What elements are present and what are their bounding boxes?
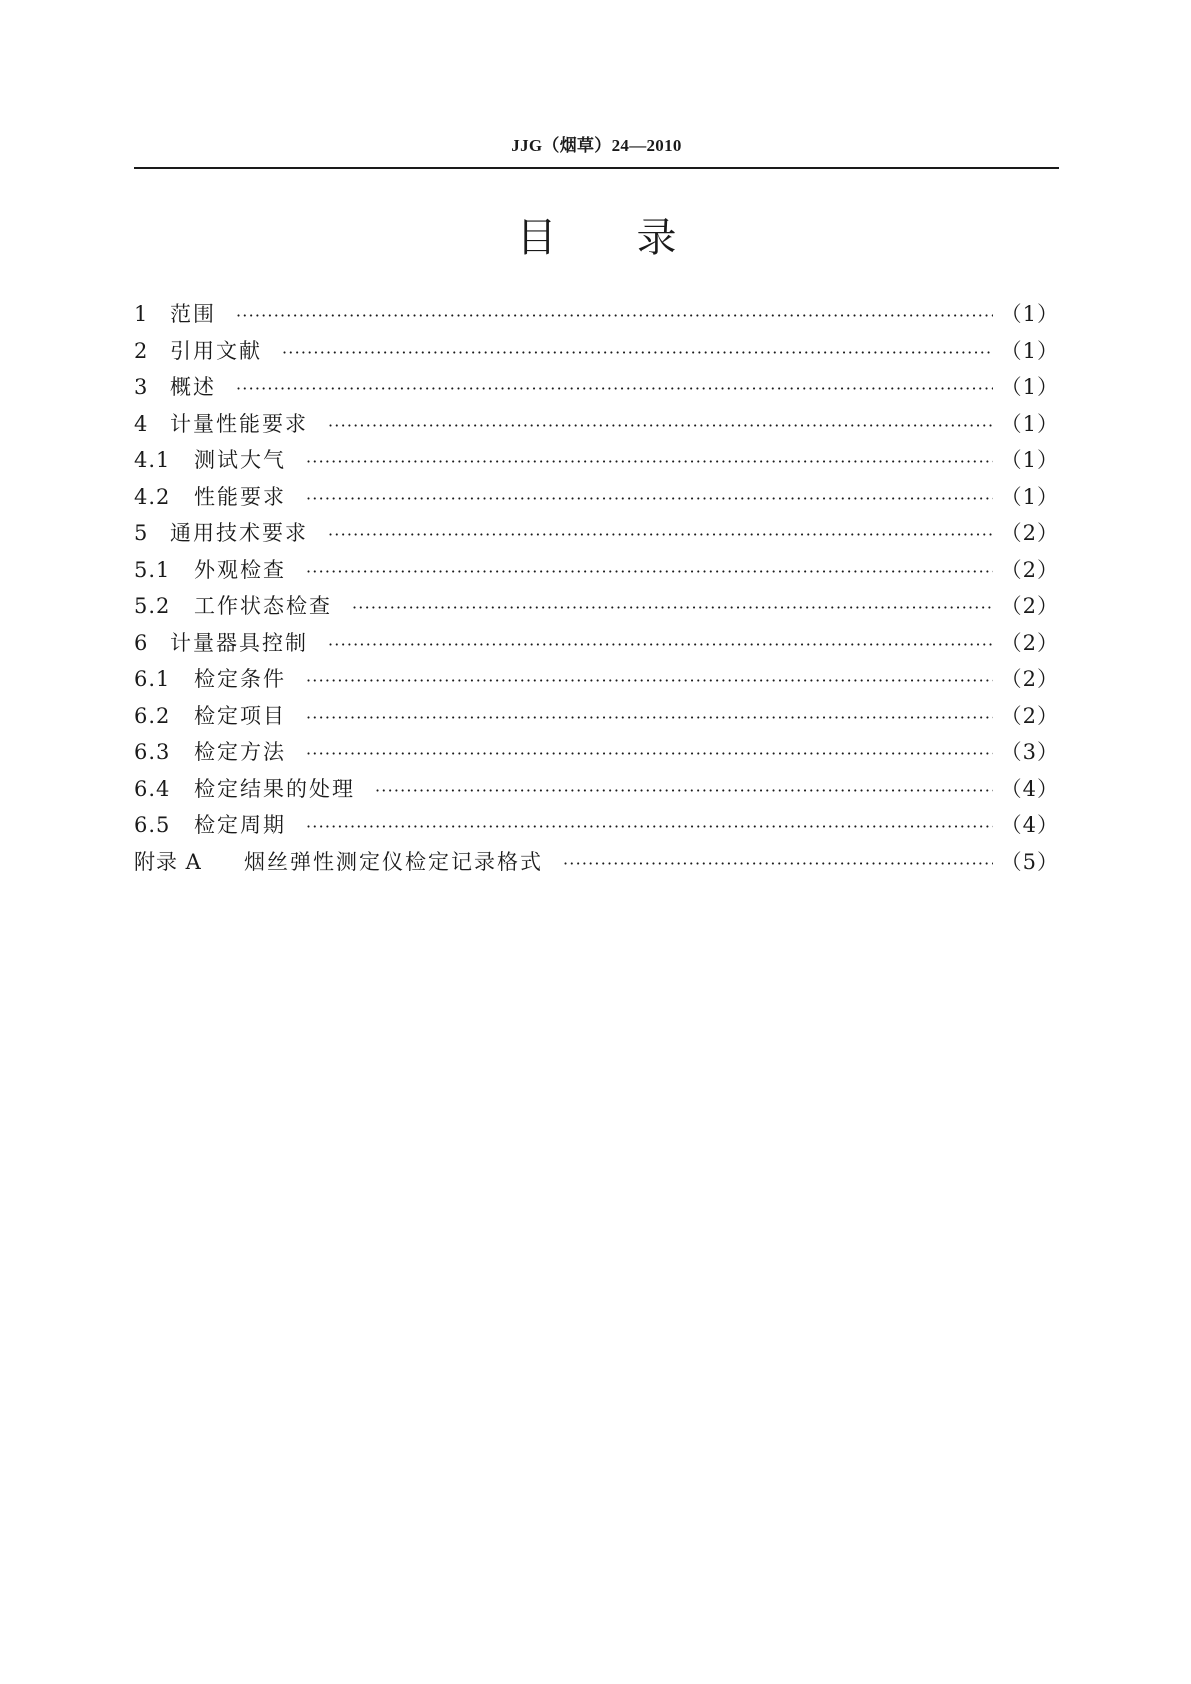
toc-entry-number: 5 bbox=[134, 521, 149, 545]
toc-entry[interactable] bbox=[134, 661, 1059, 698]
toc-entry[interactable] bbox=[134, 515, 1059, 552]
toc-leader-dots bbox=[236, 296, 993, 333]
toc-entry-page: （1） bbox=[1000, 484, 1059, 509]
toc-entry-number: 4.2 bbox=[134, 484, 171, 509]
toc-leader-dots bbox=[236, 369, 993, 406]
toc-leader-dots bbox=[328, 625, 993, 662]
toc-entry[interactable] bbox=[134, 442, 1059, 479]
toc-title bbox=[134, 212, 1059, 264]
toc-title-char-1: 目 bbox=[516, 215, 557, 261]
toc-entry-label: 检定条件 bbox=[194, 667, 286, 691]
header-rule bbox=[134, 167, 1059, 169]
toc-entry-page: （2） bbox=[1000, 667, 1059, 691]
toc-entry-number: 6 bbox=[134, 630, 149, 655]
toc-entry[interactable] bbox=[134, 771, 1059, 808]
toc-entry-page: （4） bbox=[1000, 776, 1059, 801]
toc-entry-number: 3 bbox=[134, 375, 149, 399]
toc-title-char-2: 录 bbox=[636, 215, 677, 261]
toc-entry-label: 范围 bbox=[170, 302, 216, 326]
toc-entry[interactable] bbox=[134, 296, 1059, 333]
page-header bbox=[134, 132, 1059, 168]
toc-entry-number: 6.4 bbox=[134, 776, 171, 801]
toc-entry-number: 6.1 bbox=[134, 667, 171, 691]
toc-entry-number: 5.2 bbox=[134, 594, 171, 618]
toc-entry[interactable] bbox=[134, 807, 1059, 844]
toc-leader-dots bbox=[306, 661, 993, 698]
toc-entry[interactable] bbox=[134, 588, 1059, 625]
toc-entry-label: 引用文献 bbox=[170, 338, 262, 363]
toc-entry-label: 计量器具控制 bbox=[170, 630, 308, 655]
toc-entry-label: 计量性能要求 bbox=[170, 411, 308, 436]
toc-entry-page: （3） bbox=[1000, 740, 1059, 764]
toc-entry-number: 4.1 bbox=[134, 448, 171, 472]
toc-list bbox=[134, 296, 1059, 880]
toc-leader-dots bbox=[375, 771, 993, 808]
toc-entry-number: 附录 A bbox=[134, 849, 202, 874]
toc-leader-dots bbox=[306, 698, 993, 735]
toc-entry-label: 检定结果的处理 bbox=[194, 776, 355, 801]
standard-code: JJG（烟草）24—2010 bbox=[511, 136, 682, 155]
toc-entry[interactable] bbox=[134, 552, 1059, 589]
toc-leader-dots bbox=[328, 406, 993, 443]
toc-entry-page: （1） bbox=[1000, 411, 1059, 436]
toc-entry-page: （4） bbox=[1000, 813, 1059, 837]
toc-entry-page: （5） bbox=[1000, 849, 1059, 874]
toc-entry[interactable] bbox=[134, 406, 1059, 443]
toc-entry-label: 工作状态检查 bbox=[194, 594, 332, 618]
toc-entry-page: （1） bbox=[1000, 302, 1059, 326]
toc-leader-dots bbox=[306, 807, 993, 844]
toc-leader-dots bbox=[328, 515, 993, 552]
toc-entry-label: 测试大气 bbox=[194, 448, 286, 472]
toc-leader-dots bbox=[563, 844, 993, 881]
toc-entry[interactable] bbox=[134, 734, 1059, 771]
toc-leader-dots bbox=[306, 479, 993, 516]
toc-entry-label: 烟丝弹性测定仪检定记录格式 bbox=[244, 849, 543, 874]
toc-entry-page: （2） bbox=[1000, 557, 1059, 582]
toc-leader-dots bbox=[306, 442, 993, 479]
toc-entry-label: 性能要求 bbox=[194, 484, 286, 509]
toc-entry-number: 6.2 bbox=[134, 703, 171, 728]
toc-entry-label: 外观检查 bbox=[194, 557, 286, 582]
toc-entry-label: 通用技术要求 bbox=[170, 521, 308, 545]
toc-entry-number: 6.5 bbox=[134, 813, 171, 837]
toc-entry-number: 2 bbox=[134, 338, 149, 363]
toc-entry-page: （1） bbox=[1000, 338, 1059, 363]
toc-entry-page: （2） bbox=[1000, 521, 1059, 545]
toc-entry-page: （2） bbox=[1000, 594, 1059, 618]
toc-entry-page: （1） bbox=[1000, 448, 1059, 472]
toc-leader-dots bbox=[306, 552, 993, 589]
toc-entry-number: 1 bbox=[134, 302, 149, 326]
toc-leader-dots bbox=[306, 734, 993, 771]
toc-entry[interactable] bbox=[134, 479, 1059, 516]
toc-entry-number: 5.1 bbox=[134, 557, 171, 582]
toc-entry[interactable] bbox=[134, 369, 1059, 406]
toc-entry-page: （2） bbox=[1000, 703, 1059, 728]
toc-entry-page: （1） bbox=[1000, 375, 1059, 399]
toc-entry[interactable] bbox=[134, 333, 1059, 370]
toc-entry-number: 4 bbox=[134, 411, 149, 436]
toc-entry[interactable] bbox=[134, 625, 1059, 662]
toc-leader-dots bbox=[282, 333, 993, 370]
toc-entry-number: 6.3 bbox=[134, 740, 171, 764]
toc-entry-label: 检定方法 bbox=[194, 740, 286, 764]
toc-entry[interactable] bbox=[134, 698, 1059, 735]
toc-leader-dots bbox=[352, 588, 993, 625]
toc-entry[interactable] bbox=[134, 844, 1059, 881]
toc-entry-label: 概述 bbox=[170, 375, 216, 399]
toc-entry-page: （2） bbox=[1000, 630, 1059, 655]
toc-entry-label: 检定周期 bbox=[194, 813, 286, 837]
toc-entry-label: 检定项目 bbox=[194, 703, 286, 728]
